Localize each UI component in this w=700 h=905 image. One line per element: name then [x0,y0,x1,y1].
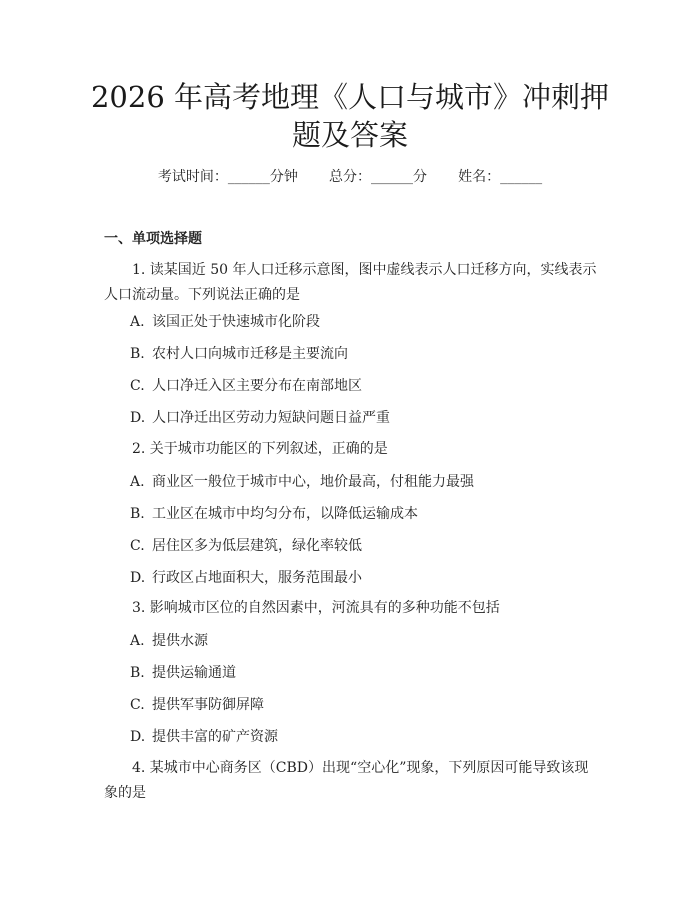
option-text: 工业区在城市中均匀分布，以降低运输成本 [152,506,418,522]
option-letter: A. [130,474,145,490]
time-blank: ______ [227,169,270,185]
score-unit: 分 [413,169,427,185]
time-label: 考试时间： [157,169,228,185]
time-unit: 分钟 [269,169,298,185]
option-item [130,312,320,332]
option-letter: A. [130,314,145,330]
question-stem: 3. 影响城市区位的自然因素中，河流具有的多种功能不包括 [132,600,500,616]
question-stem: 4. 某城市中心商务区（CBD）出现“空心化”现象，下列原因可能导致该现象的是 [104,760,589,801]
option-text: 该国正处于快速城市化阶段 [152,314,320,330]
exam-meta-line [0,167,700,187]
option-item [130,376,362,396]
name-label: 姓名： [458,169,501,185]
option-text: 提供丰富的矿产资源 [152,729,278,745]
option-item [130,568,362,588]
option-letter: C. [130,378,145,394]
option-item [130,663,236,683]
option-item [130,727,278,747]
option-item [130,504,418,524]
option-letter: D. [130,410,146,426]
score-blank: ______ [371,169,413,185]
option-text: 提供水源 [152,633,208,649]
option-text: 农村人口向城市迁移是主要流向 [152,346,348,362]
option-text: 行政区占地面积大，服务范围最小 [152,570,362,586]
section-title: 一、单项选择题 [104,231,202,247]
document-title: 2026 年高考地理《人口与城市》冲刺押题及答案 [90,80,610,152]
option-text: 居住区多为低层建筑，绿化率较低 [152,538,362,554]
question-stem: 2. 关于城市功能区的下列叙述，正确的是 [132,441,388,457]
option-letter: D. [130,570,146,586]
name-blank: ______ [500,169,543,185]
option-letter: B. [130,506,145,522]
option-item [130,695,264,715]
option-letter: C. [130,538,145,554]
option-item [130,344,348,364]
option-item [130,536,362,556]
option-letter: B. [130,346,145,362]
option-item [130,631,208,651]
option-item [130,408,390,428]
option-item [130,472,474,492]
option-text: 提供运输通道 [152,665,236,681]
option-text: 商业区一般位于城市中心，地价最高，付租能力最强 [152,474,474,490]
option-letter: C. [130,697,145,713]
option-text: 人口净迁入区主要分布在南部地区 [152,378,362,394]
option-text: 提供军事防御屏障 [152,697,264,713]
option-letter: D. [130,729,146,745]
score-label: 总分： [329,169,371,185]
option-text: 人口净迁出区劳动力短缺问题日益严重 [152,410,390,426]
option-letter: B. [130,665,145,681]
option-letter: A. [130,633,145,649]
question-stem: 1. 读某国近 50 年人口迁移示意图，图中虚线表示人口迁移方向，实线表示人口流动量。下列说法正确的是 [104,262,597,303]
